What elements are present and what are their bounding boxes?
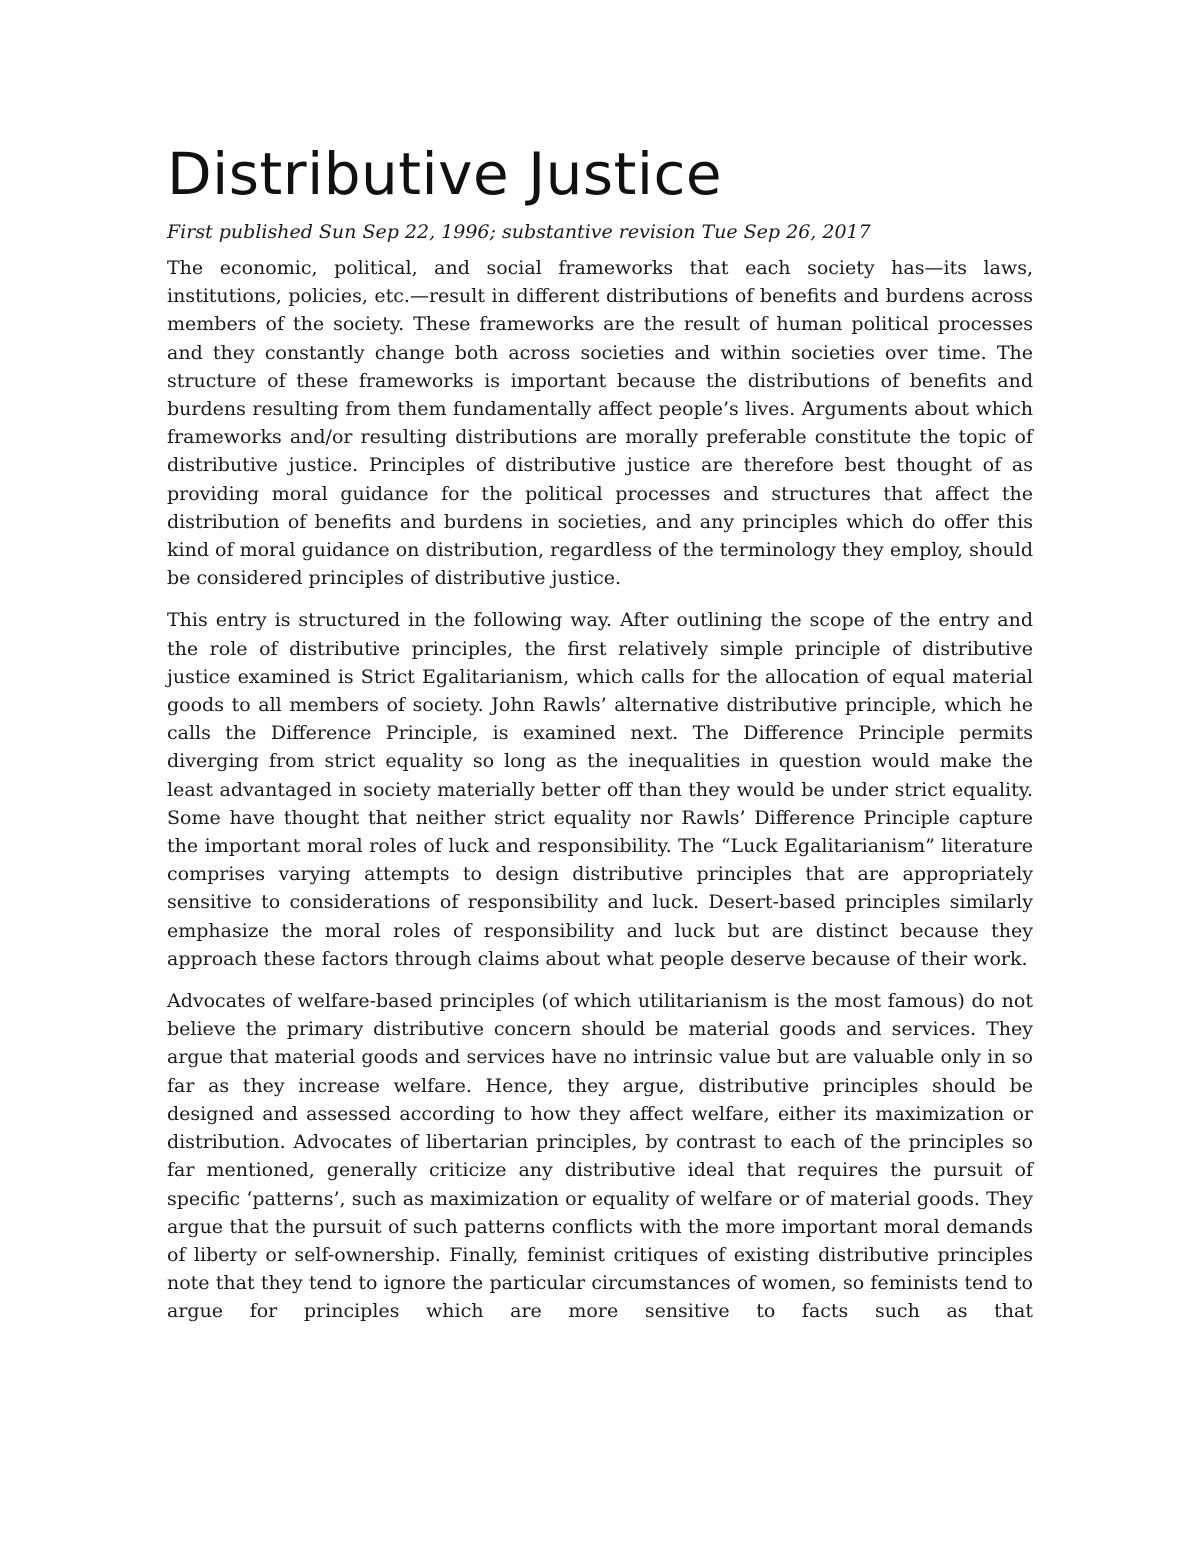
- paragraph-intro: The economic, political, and social frameworks that each society has—its laws, institutions, policies, etc.—result in different distributions of benefits and burdens across members of the society. These frameworks are the result of human political processes and they constantly change both across societies and within societies over time. The structure of these frameworks is important because the distributions of benefits and burdens resulting from them fundamentally affect people’s lives. Arguments about which frameworks and/or resulting distributions are morally preferable constitute the topic of distributive justice. Principles of distributive justice are therefore best thought of as providing moral guidance for the political processes and structures that affect the distribution of benefits and burdens in societies, and any principles which do offer this kind of moral guidance on distribution, regardless of the terminology they employ, should be considered principles of distributive justice.: [167, 257, 1033, 590]
- paragraph-structure: This entry is structured in the following way. After outlining the scope of the entry and the role of distributive principles, the first relatively simple principle of distributive justice examined is Strict Egalitarianism, which calls for the allocation of equal material goods to all members of society. John Rawls’ alternative distributive principle, which he calls the Difference Principle, is examined next. The Difference Principle permits diverging from strict equality so long as the inequalities in question would make the least advantaged in society materially better off than they would be under strict equality. Some have thought that neither strict equality nor Rawls’ Difference Principle capture the important moral roles of luck and responsibility. The “Luck Egalitarianism” literature comprises varying attempts to design distributive principles that are appropriately sensitive to considerations of responsibility and luck. Desert-based principles similarly emphasize the moral roles of responsibility and luck but are distinct because they approach these factors through claims about what people deserve because of their work.: [167, 609, 1033, 970]
- document-title: Distributive Justice: [167, 140, 723, 208]
- paragraph-welfare-libertarian-feminist: Advocates of welfare-based principles (of which utilitarianism is the most famous) do not believe the primary distributive concern should be material goods and services. They argue that material goods and services have no intrinsic value but are valuable only in so far as they increase welfare. Hence, they argue, distributive principles should be designed and assessed according to how they affect welfare, either its maximization or distribution. Advocates of libertarian principles, by contrast to each of the principles so far mentioned, generally criticize any distributive ideal that requires the pursuit of specific ‘patterns’, such as maximization or equality of welfare or of material goods. They argue that the pursuit of such patterns conflicts with the more important moral demands of liberty or self-ownership. Finally, feminist critiques of existing distributive principles note that they tend to ignore the particular circumstances of women, so feminists tend to argue for principles which are more sensitive to facts such as that: [167, 990, 1033, 1323]
- document-body: [167, 138, 1033, 1340]
- publication-info: First published Sun Sep 22, 1996; substantive revision Tue Sep 26, 2017: [167, 221, 871, 243]
